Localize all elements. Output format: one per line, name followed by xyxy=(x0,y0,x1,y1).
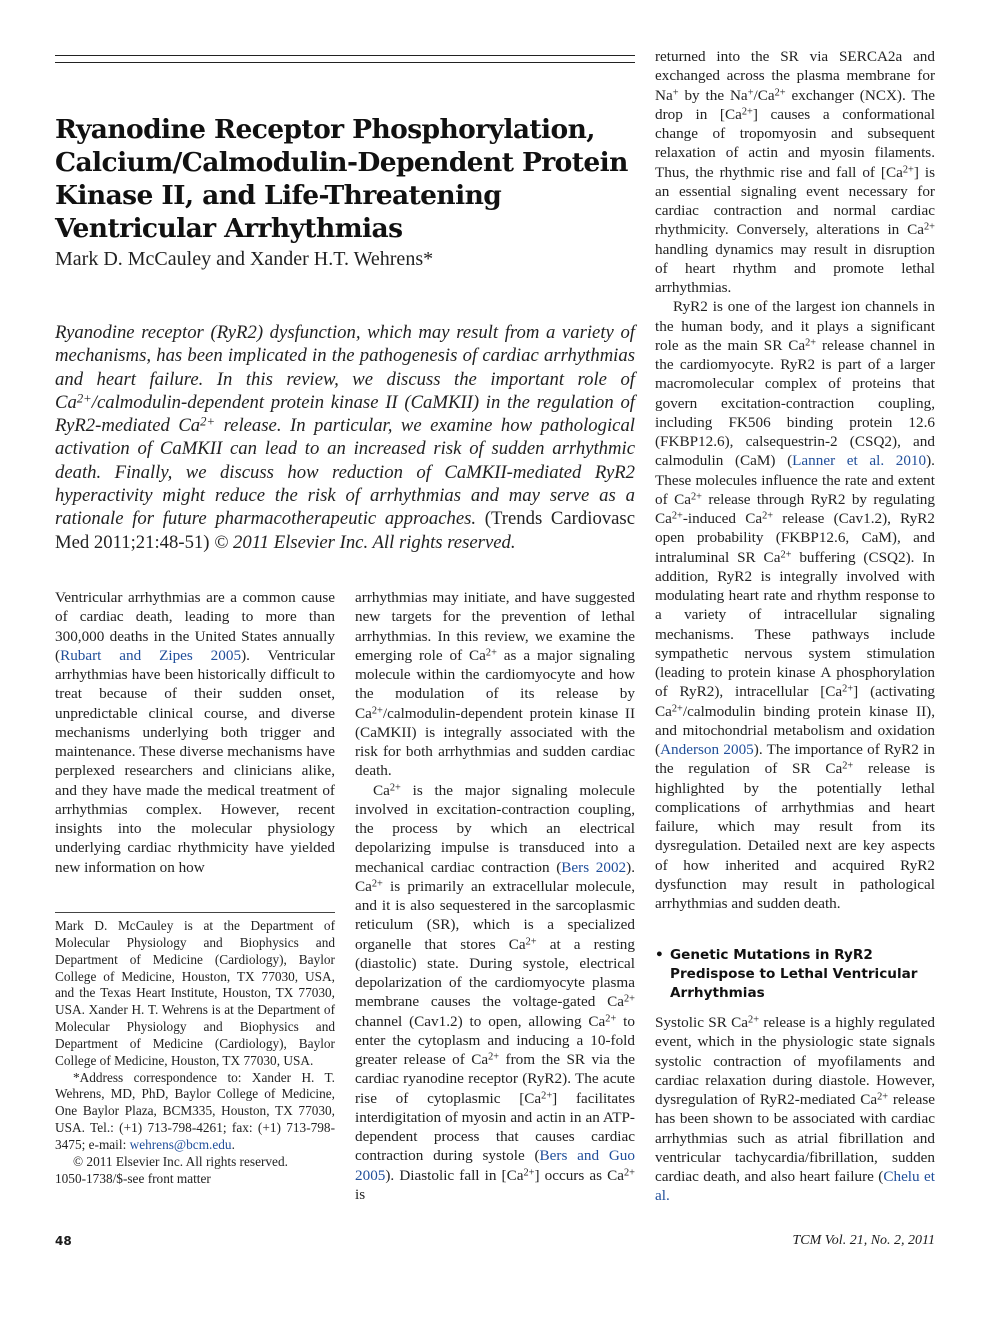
reference-link[interactable]: Anderson 2005 xyxy=(660,741,754,758)
paragraph: arrhythmias may initiate, and have suggested new targets for the prevention of lethal arrhythmias. In this review, we examine the emerging role of $Ca^{2+}$ as a major signaling molecule within the cardiomyocyte and how the modulation of its release by $Ca^{2+}/calmodulin$-dependent protein kinase II (CaMKII) is integrally associated with the risk for both arrhythmias and sudden cardiac death. xyxy=(355,589,635,780)
bullet-icon: • xyxy=(655,947,664,963)
column-2-body xyxy=(355,588,635,1204)
paragraph: $Ca^{2+}$ is the major signaling molecule involved in excitation-contraction coupling, the process by which an electrical depolarizing impulse is transduced into a mechanical cardiac contraction (Bers 2002). $Ca^{2+}$ is primarily an extracellular molecule, and it is also sequestered in the sarcoplasmic reticulum (SR), which is a specialized organelle that stores $Ca^{2+}$ at a resting (diastolic) state. During systole, electrical depolarization of the cardiomyocyte plasma membrane causes the voltage-gated $Ca^{2+}$ channel (Cav1.2) to open, allowing $Ca^{2+}$ to enter the cytoplasm and inducing a 10-fold greater release of $Ca^{2+}$ from the SR via the cardiac ryanodine receptor (RyR2). The acute rise of cytoplasmic $[Ca^{2+}]$ facilitates interdigitation of myosin and actin in an ATP-dependent process that causes cardiac contraction during systole (Bers and Guo 2005). Diastolic fall in $[Ca^{2+}]$ occurs as $Ca^{2+}$ is xyxy=(355,781,636,1203)
paragraph: returned into the SR via SERCA2a and exchanged across the plasma membrane for Na+ by the $Na^+/Ca^{2+}$ exchanger (NCX). The drop in $[Ca^{2+}]$ causes a conformational change of tropomyosin and subsequent relaxation of actin and myosin filaments. Thus, the rhythmic rise and fall of $[Ca^{2+}]$ is an essential signaling event necessary for cardiac contraction and normal cardiac rhythmicity. Conversely, alterations in $Ca^{2+}$ handling dynamics may result in disruption of heart rhythm and promote lethal arrhythmias. xyxy=(655,48,936,296)
article-title xyxy=(55,113,645,245)
section-heading xyxy=(655,946,935,1003)
author-line: Mark D. McCauley and Xander H.T. Wehrens* xyxy=(55,248,434,270)
section-heading-text: Genetic Mutations in RyR2 Predispose to Lethal Ventricular Arrhythmias xyxy=(670,947,918,1001)
abstract-copyright: © 2011 Elsevier Inc. All rights reserved. xyxy=(214,531,516,553)
title-line: Calcium/Calmodulin-Dependent Protein xyxy=(55,147,628,178)
abstract-citation: (Trends Cardiovasc Med 2011;21:48-51) xyxy=(55,508,635,553)
author-footnote xyxy=(55,918,335,1188)
column-1-body xyxy=(55,588,335,877)
correspondence-note: *Address correspondence to: Xander H. T. Wehrens, MD, PhD, Baylor College of Medicine, One Baylor Plaza, BCM335, Houston, TX 77030, USA. Tel.: (+1) 713-798-4261; fax: (+1) 713-798-3475; e-mail: wehrens@bcm.edu. xyxy=(55,1069,335,1152)
paragraph: Systolic SR $Ca^{2+}$ release is a highly regulated event, which in the physiologic state signals systolic contraction of myofilaments and cardiac relaxation during diastole. However, dysregulation of RyR2-mediated $Ca^{2+}$ release has been shown to be associated with cardiac arrhythmias such as atrial fibrillation and ventricular tachycardia/fibrillation, sudden cardiac death, and also heart failure (Chelu et al. xyxy=(655,1014,935,1205)
top-rule-upper xyxy=(55,55,635,56)
title-line: Ryanodine Receptor Phosphorylation, xyxy=(55,114,595,145)
top-rule-lower xyxy=(55,62,635,63)
footnote-copyright: © 2011 Elsevier Inc. All rights reserved. xyxy=(73,1153,288,1169)
reference-link[interactable]: Chelu et al. xyxy=(655,1168,935,1205)
issn-line: 1050-1738/$-see front matter xyxy=(55,1170,211,1186)
column-3-section-body xyxy=(655,1013,935,1206)
column-3-body xyxy=(655,47,935,913)
email-link[interactable]: wehrens@bcm.edu xyxy=(129,1136,232,1152)
abstract-text: Ryanodine receptor (RyR2) dysfunction, which may result from a variety of mechanisms, has been implicated in the pathogenesis of cardiac arrhythmias and heart failure. In this review, we discuss the important role of $Ca^{2+}/calmodulin$-dependent protein kinase II (CaMKII) in the regulation of RyR2-mediated $Ca^{2+}$ release. In particular, we examine how pathological activation of CaMKII can lead to an increased risk of sudden arrhythmic death. Finally, we discuss how reduction of CaMKII-mediated RyR2 hyperactivity might reduce the risk of arrhythmias and may serve as a rationale for future pharmacotherapeutic approaches. xyxy=(55,322,635,530)
affiliation-note: Mark D. McCauley is at the Department of Molecular Physiology and Biophysics and Department of Medicine (Cardiology), Baylor College of Medicine, Houston, TX 77030, USA, and the Texas Heart Institute, Houston, TX 77030, USA. Xander H. T. Wehrens is at the Department of Molecular Physiology and Biophysics and Department of Medicine (Cardiology), Baylor College of Medicine, Houston, TX 77030, USA. xyxy=(55,918,335,1068)
reference-link[interactable]: Bers and Guo 2005 xyxy=(355,1147,635,1184)
title-line: Ventricular Arrhythmias xyxy=(55,213,403,244)
journal-footer: TCM Vol. 21, No. 2, 2011 xyxy=(792,1233,935,1248)
footnote-rule xyxy=(55,912,335,913)
reference-link[interactable]: Rubart and Zipes 2005 xyxy=(60,646,242,664)
reference-link[interactable]: Lanner et al. 2010 xyxy=(792,452,927,470)
paragraph: Ventricular arrhythmias are a common cause of cardiac death, leading to more than 300,000 deaths in the United States annually (Rubart and Zipes 2005). Ventricular arrhythmias have been historically difficult to treat because of their sudden onset, unpredictable clinical course, and diverse mechanisms underlying both trigger and maintenance. These diverse mechanisms have perplexed researchers and clinicians alike, and they have made the medical treatment of arrhythmias complex. However, recent insights into the molecular physiology underlying cardiac rhythmicity have yielded new information on how xyxy=(55,589,335,876)
page-number: 48 xyxy=(55,1234,72,1248)
reference-link[interactable]: Bers 2002 xyxy=(561,858,627,876)
title-line: Kinase II, and Life-Threatening xyxy=(55,180,502,211)
paragraph: RyR2 is one of the largest ion channels in the human body, and it plays a significant role as the main SR $Ca^{2+}$ release channel in the cardiomyocyte. RyR2 is part of a larger macromolecular complex of proteins that govern excitation-contraction coupling, including FK506 binding protein 12.6 (FKBP12.6), calsequestrin-2 (CSQ2), and calmodulin (CaM) (Lanner et al. 2010). These molecules influence the rate and extent of $Ca^{2+}$ release through RyR2 by regulating $Ca^{2+}$-induced $Ca^{2+}$ release (Cav1.2), RyR2 open probability (FKBP12.6, CaM), and intraluminal SR $Ca^{2+}$ buffering (CSQ2). In addition, RyR2 is integrally involved with modulating heart rate and rhythm response to a variety of intracellular signaling mechanisms. These pathways include sympathetic nervous system stimulation (leading to protein kinase A phosphorylation of RyR2), intracellular $[Ca^{2+}]$ (activating $Ca^{2+}$/calmodulin binding protein kinase II), and mitochondrial metabolism and oxidation (Anderson 2005). The importance of RyR2 in the regulation of SR $Ca^{2+}$ release is highlighted by the potentially lethal complications of arrhythmias and heart failure, which may result from its dysregulation. Detailed next are key aspects of how inherited and acquired RyR2 dysfunction may result in pathological arrhythmias and sudden death. xyxy=(655,298,936,912)
abstract xyxy=(55,321,635,554)
